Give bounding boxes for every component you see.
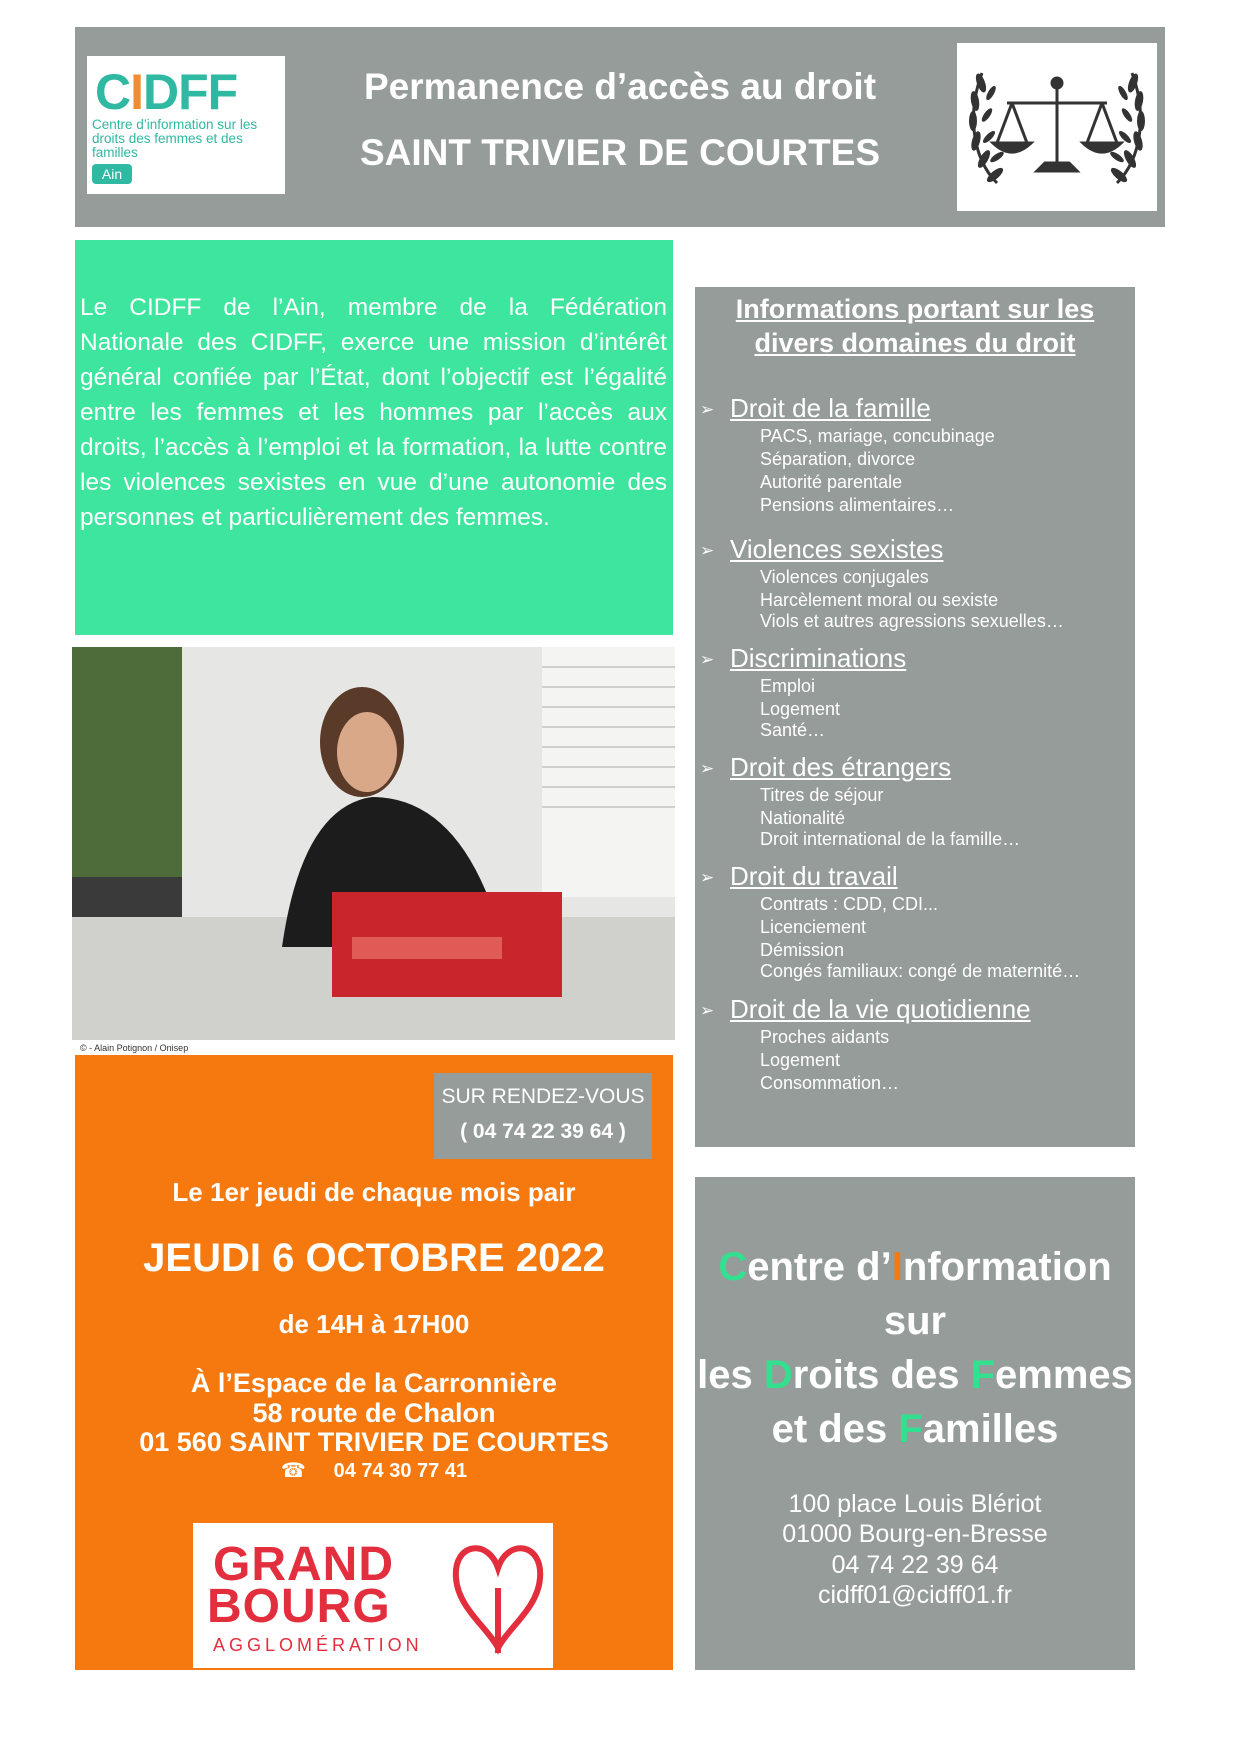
section-item: Licenciement [760,917,867,937]
section-item: Démission [760,940,845,960]
section-title: Droit des étrangers [730,752,952,782]
sponsor-line1: GRAND [213,1538,394,1591]
sponsor-line2: BOURG [207,1580,391,1633]
section-title: Droit de la vie quotidienne [730,994,1031,1024]
section-title: Droit de la famille [730,393,931,423]
grand-bourg-logo [193,1523,553,1668]
org-name-line1: Centre d’Information [718,1245,1112,1289]
photo-credit: © - Alain Potignon / Onisep [80,1043,189,1053]
contact-address2: 01000 Bourg-en-Bresse [782,1520,1048,1548]
section-item: Nationalité [760,808,846,828]
event-frequency: Le 1er jeudi de chaque mois pair [172,1177,576,1207]
logo-region-badge: Ain [92,164,132,184]
appointment-badge [434,1073,652,1159]
mission-text: Le CIDFF de l’Ain, membre de la Fédération Nationale des CIDFF, exerce une mission d’intérêt général confiée par l’État, dont l’objectif est l’égalité entre les femmes et les hommes par l’accès aux droits, l’accès à l’emploi et la formation, la lutte contre les violences sexistes en vue d’une autonomie des personnes et particulièrement des femmes. [80,294,667,531]
section-item: PACS, mariage, concubinage [760,426,995,446]
event-phone: 04 74 30 77 41 [333,1460,468,1482]
section-item: Logement [760,699,841,719]
section-item: Pensions alimentaires… [760,495,955,515]
event-city: 01 560 SAINT TRIVIER DE COURTES [139,1427,609,1457]
contact-address1: 100 place Louis Blériot [788,1490,1042,1518]
section-title: Violences sexistes [730,534,944,564]
section-item: Logement [760,1050,841,1070]
sponsor-line3: AGGLOMÉRATION [213,1635,423,1655]
event-venue: À l’Espace de la Carronnière [190,1368,558,1398]
office-photo [72,647,675,1040]
section-item: Congés familiaux: congé de maternité… [760,961,1081,981]
logo-subtitle: Centre d’information sur les droits des femmes et des familles [92,117,258,160]
bullet-arrow-icon: ➢ [700,868,715,887]
section-item: Consommation… [760,1073,900,1093]
section-item: Contrats : CDD, CDI... [760,894,939,914]
scales-of-justice-laurel-icon [957,43,1157,211]
bullet-arrow-icon: ➢ [700,759,715,778]
section-item: Séparation, divorce [760,449,916,469]
appointment-label: SUR RENDEZ-VOUS [441,1085,645,1108]
cidff-logo [87,56,285,194]
bullet-arrow-icon: ➢ [700,1001,715,1020]
heart-icon [448,1533,548,1658]
org-name-line3: les Droits des Femmes [697,1353,1133,1397]
section-item: Autorité parentale [760,472,903,492]
bullet-arrow-icon: ➢ [700,400,715,419]
section-item: Proches aidants [760,1027,890,1047]
page-title: Permanence d’accès au droit [363,66,877,107]
event-date: JEUDI 6 OCTOBRE 2022 [143,1236,605,1280]
section-item: Droit international de la famille… [760,829,1021,849]
phone-icon: ☎ [280,1460,306,1482]
legal-domains-title: Informations portant sur les divers domaines du droit [735,294,1095,358]
section-title: Droit du travail [730,861,898,891]
section-item: Titres de séjour [760,785,884,805]
org-name-line2: sur [883,1299,947,1343]
contact-phone: 04 74 22 39 64 [831,1551,999,1579]
logo-wordmark: CIDFF [95,64,238,120]
section-item: Emploi [760,676,816,696]
section-item: Harcèlement moral ou sexiste [760,590,999,610]
page-subtitle: SAINT TRIVIER DE COURTES [359,132,881,173]
event-street: 58 route de Chalon [252,1398,496,1428]
section-item: Viols et autres agressions sexuelles… [760,611,1064,631]
org-name-line4: et des Familles [771,1407,1059,1451]
section-title: Discriminations [730,643,907,673]
appointment-phone: ( 04 74 22 39 64 ) [460,1120,626,1143]
bullet-arrow-icon: ➢ [700,650,715,669]
event-hours: de 14H à 17H00 [278,1309,470,1339]
bullet-arrow-icon: ➢ [700,541,715,560]
contact-email[interactable]: cidff01@cidff01.fr [817,1581,1012,1609]
section-item: Violences conjugales [760,567,929,587]
section-item: Santé… [760,720,826,740]
event-phone-row [75,1458,673,1483]
